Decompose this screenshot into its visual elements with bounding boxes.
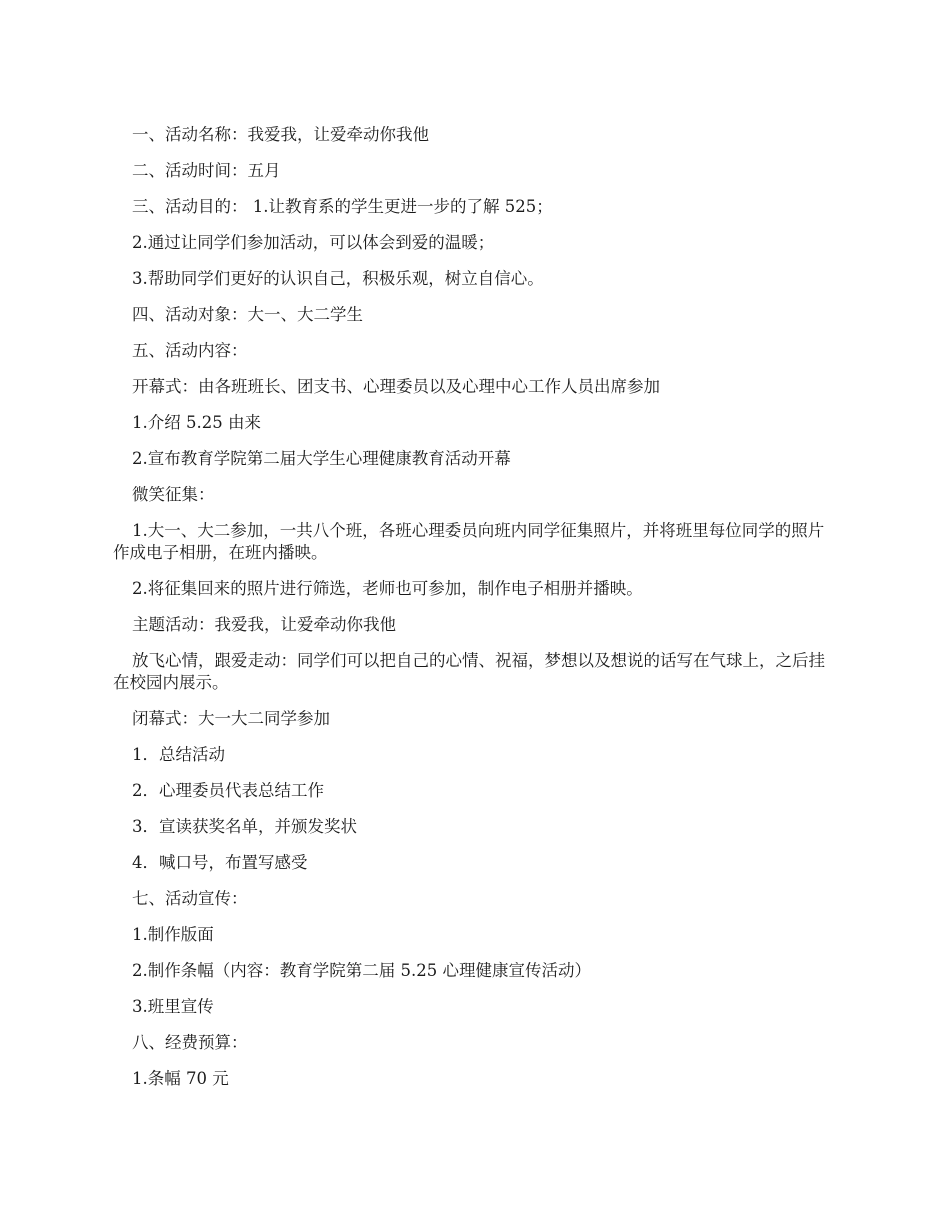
- smile-collection-heading: 微笑征集：: [132, 485, 215, 504]
- budget-item-1: 1.条幅 70 元: [132, 1069, 229, 1088]
- smile-item-1: 1.大一、大二参加，一共八个班，各班心理委员向班内同学征集照片，并将班里每位同学的照片作成电子相册，在班内播映。: [113, 521, 825, 562]
- promotion-item-2: 2.制作条幅（内容：教育学院第二届 5.25 心理健康宣传活动）: [132, 961, 591, 980]
- promotion-heading: 七、活动宣传：: [132, 889, 248, 908]
- activity-purpose-line: 三、活动目的： 1.让教育系的学生更进一步的了解 525；: [132, 197, 553, 216]
- closing-item-1: 1．总结活动: [132, 745, 225, 764]
- promotion-item-1: 1.制作版面: [132, 925, 214, 944]
- closing-item-2: 2．心理委员代表总结工作: [132, 781, 324, 800]
- opening-ceremony-line: 开幕式：由各班班长、团支书、心理委员以及心理中心工作人员出席参加: [132, 377, 660, 396]
- activity-name-line: 一、活动名称：我爱我，让爱牵动你我他: [132, 125, 429, 144]
- smile-item-2: 2.将征集回来的照片进行筛选，老师也可参加，制作电子相册并播映。: [132, 579, 643, 598]
- opening-item-1: 1.介绍 5.25 由来: [132, 413, 261, 432]
- budget-heading: 八、经费预算：: [132, 1033, 248, 1052]
- activity-content-heading: 五、活动内容：: [132, 341, 248, 360]
- activity-time-line: 二、活动时间：五月: [132, 161, 281, 180]
- document-body: [113, 124, 839, 1104]
- activity-target-line: 四、活动对象：大一、大二学生: [132, 305, 363, 324]
- closing-ceremony-line: 闭幕式：大一大二同学参加: [132, 709, 330, 728]
- purpose-item-3: 3.帮助同学们更好的认识自己，积极乐观，树立自信心。: [132, 269, 544, 288]
- opening-item-2: 2.宣布教育学院第二届大学生心理健康教育活动开幕: [132, 449, 511, 468]
- theme-activity-line: 主题活动：我爱我，让爱牵动你我他: [132, 615, 396, 634]
- promotion-item-3: 3.班里宣传: [132, 997, 214, 1016]
- closing-item-3: 3．宣读获奖名单，并颁发奖状: [132, 817, 357, 836]
- balloon-activity-line: 放飞心情，跟爱走动：同学们可以把自己的心情、祝福，梦想以及想说的话写在气球上，之后挂在校园内展示。: [113, 651, 825, 692]
- closing-item-4: 4．喊口号，布置写感受: [132, 853, 308, 872]
- purpose-item-2: 2.通过让同学们参加活动，可以体会到爱的温暖；: [132, 233, 495, 252]
